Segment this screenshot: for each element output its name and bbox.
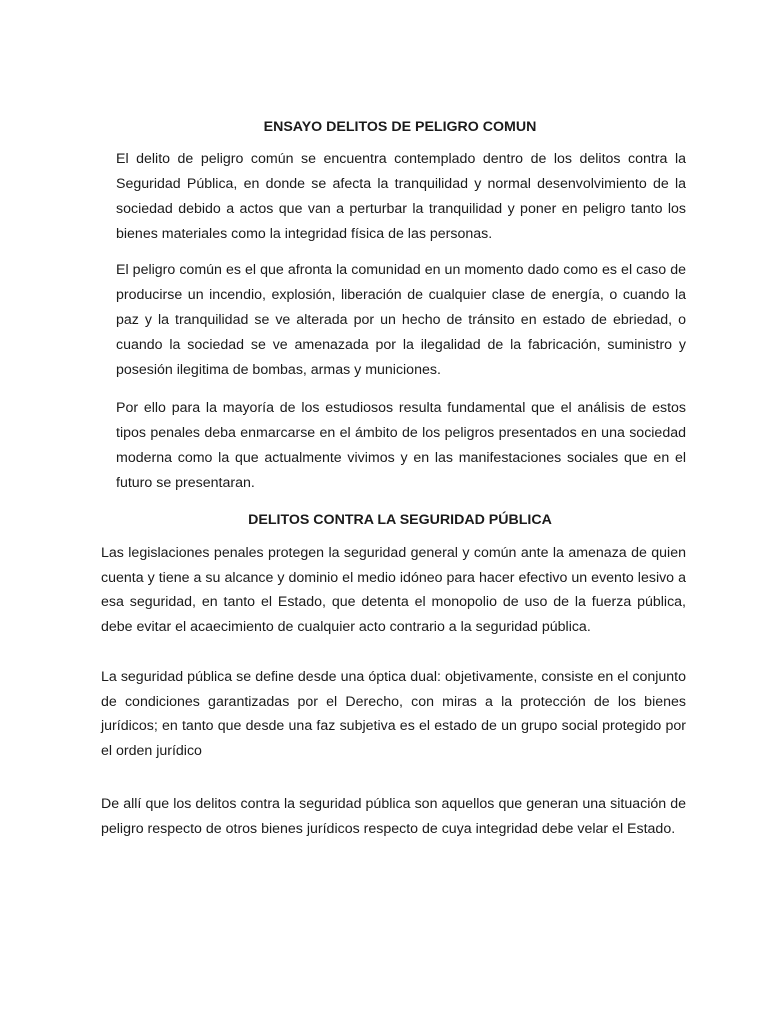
document-title: ENSAYO DELITOS DE PELIGRO COMUN (263, 119, 537, 135)
intro-paragraph-2: El peligro común es el que afronta la comunidad en un momento dado como es el caso de producirse un incendio, explosión, liberación de cualquier clase de energía, o cuando la paz y la tranquilidad se ve alterada por un hecho de tránsito en estado de ebriedad, o cuando la sociedad se ve amenazada por la ilegalidad de la fabricación, suministro y posesión ilegitima de bombas, armas y municiones. (116, 262, 686, 378)
intro-paragraph-3: Por ello para la mayoría de los estudiosos resulta fundamental que el análisis de estos tipos penales deba enmarcarse en el ámbito de los peligros presentados en una sociedad moderna como la que actualmente vivimos y en las manifestaciones sociales que en el futuro se presentaran. (116, 400, 686, 491)
intro-paragraph-1: El delito de peligro común se encuentra contemplado dentro de los delitos contra la Seguridad Pública, en donde se afecta la tranquilidad y normal desenvolvimiento de la sociedad debido a actos que van a perturbar la tranquilidad y poner en peligro tanto los bienes materiales como la integridad física de las personas. (116, 151, 686, 242)
section-paragraph-3: De allí que los delitos contra la seguridad pública son aquellos que generan una situación de peligro respecto de otros bienes jurídicos respecto de cuya integridad debe velar el Estado. (101, 796, 686, 837)
section-heading: DELITOS CONTRA LA SEGURIDAD PÚBLICA (248, 512, 552, 528)
section-paragraph-2: La seguridad pública se define desde una óptica dual: objetivamente, consiste en el conjunto de condiciones garantizadas por el Derecho, con miras a la protección de los bienes jurídicos; en tanto que desde una faz subjetiva es el estado de un grupo social protegido por el orden jurídico (101, 669, 686, 759)
section-paragraph-1: Las legislaciones penales protegen la seguridad general y común ante la amenaza de quien cuenta y tiene a su alcance y dominio el medio idóneo para hacer efectivo un evento lesivo a esa seguridad, en tanto el Estado, que detenta el monopolio de uso de la fuerza pública, debe evitar el acaecimiento de cualquier acto contrario a la seguridad pública. (101, 545, 686, 635)
